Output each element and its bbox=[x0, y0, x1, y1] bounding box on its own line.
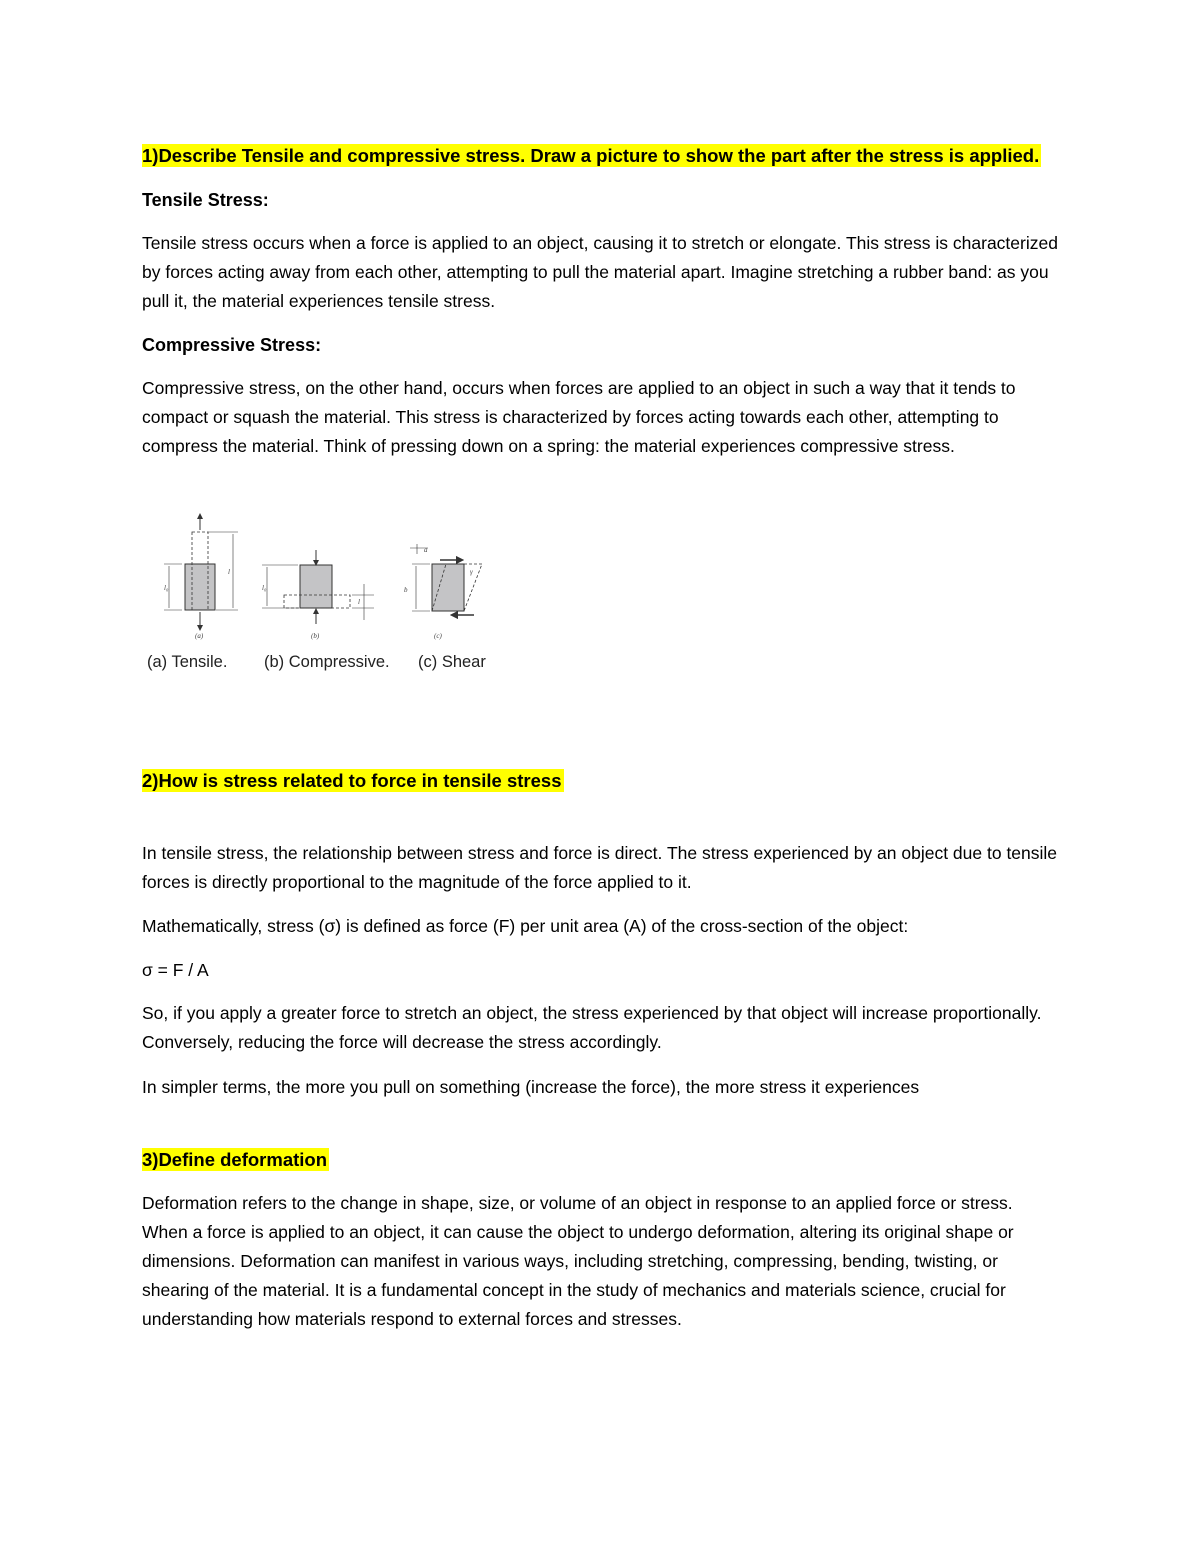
compressive-stress-paragraph: Compressive stress, on the other hand, occurs when forces are applied to an object in such a way that it tends to compact or squash the material. This stress is characterized by forces acting towards each other, attempting to compress the material. Think of pressing down on a spring: the material experiences compressive stress. bbox=[142, 378, 1016, 456]
tensile-diagram bbox=[164, 516, 238, 640]
tensile-l0-label: l₀ bbox=[164, 584, 169, 592]
compressive-l-label: l bbox=[358, 598, 360, 606]
stress-diagram-figure bbox=[142, 508, 502, 678]
shear-a-label: a bbox=[424, 546, 428, 554]
shear-panel-label: (c) bbox=[434, 632, 442, 640]
shear-diagram bbox=[404, 544, 482, 640]
compressive-l0-label: l₀ bbox=[262, 584, 267, 592]
q3-paragraph: Deformation refers to the change in shape, size, or volume of an object in response to an applied force or stress. When a force is applied to an object, it can cause the object to undergo deformation, altering its original shape or dimensions. Deformation can manifest in various ways, including stretching, compressing, bending, twisting, or shearing of the material. It is a fundamental concept in the study of mechanics and materials science, crucial for understanding how materials respond to external forces and stresses. bbox=[142, 1193, 1014, 1329]
tensile-l-label: l bbox=[228, 568, 230, 576]
compressive-stress-title: Compressive Stress: bbox=[142, 335, 322, 355]
compressive-specimen bbox=[300, 565, 332, 608]
q3-heading bbox=[142, 1146, 1062, 1174]
shear-b-label: b bbox=[404, 586, 408, 594]
compressive-panel-label: (b) bbox=[311, 632, 320, 640]
q1-heading bbox=[142, 142, 1062, 170]
compressive-diagram bbox=[262, 550, 374, 640]
caption-compressive: (b) Compressive. bbox=[264, 653, 390, 671]
caption-tensile: (a) Tensile. bbox=[147, 653, 228, 671]
q2-paragraph-2: Mathematically, stress (σ) is defined as force (F) per unit area (A) of the cross-section of the object: bbox=[142, 916, 909, 936]
q3-heading-text: 3)Define deformation bbox=[142, 1149, 328, 1170]
tensile-panel-label: (a) bbox=[195, 632, 204, 640]
q2-heading-text: 2)How is stress related to force in tensile stress bbox=[142, 770, 562, 791]
q2-paragraph-1: In tensile stress, the relationship between stress and force is direct. The stress experienced by an object due to tensile forces is directly proportional to the magnitude of the force applied to it. bbox=[142, 843, 1058, 892]
shear-gamma-label: γ bbox=[470, 568, 473, 576]
q2-heading bbox=[142, 767, 1062, 795]
q2-paragraph-4: In simpler terms, the more you pull on something (increase the force), the more stress it experiences bbox=[142, 1077, 920, 1097]
shear-specimen bbox=[432, 564, 464, 611]
stress-formula: σ = F / A bbox=[142, 960, 209, 980]
caption-shear: (c) Shear bbox=[418, 653, 486, 671]
tensile-stress-title: Tensile Stress: bbox=[142, 190, 269, 210]
tensile-specimen bbox=[185, 564, 215, 610]
q1-heading-text: 1)Describe Tensile and compressive stress. Draw a picture to show the part after the stress is applied. bbox=[142, 145, 1040, 166]
q2-paragraph-3: So, if you apply a greater force to stretch an object, the stress experienced by that object will increase proportionally. Conversely, reducing the force will decrease the stress accordingly. bbox=[142, 1003, 1042, 1052]
tensile-stress-paragraph: Tensile stress occurs when a force is applied to an object, causing it to stretch or elongate. This stress is characterized by forces acting away from each other, attempting to pull the material apart. Imagine stretching a rubber band: as you pull it, the material experiences tensile stress. bbox=[142, 233, 1058, 311]
